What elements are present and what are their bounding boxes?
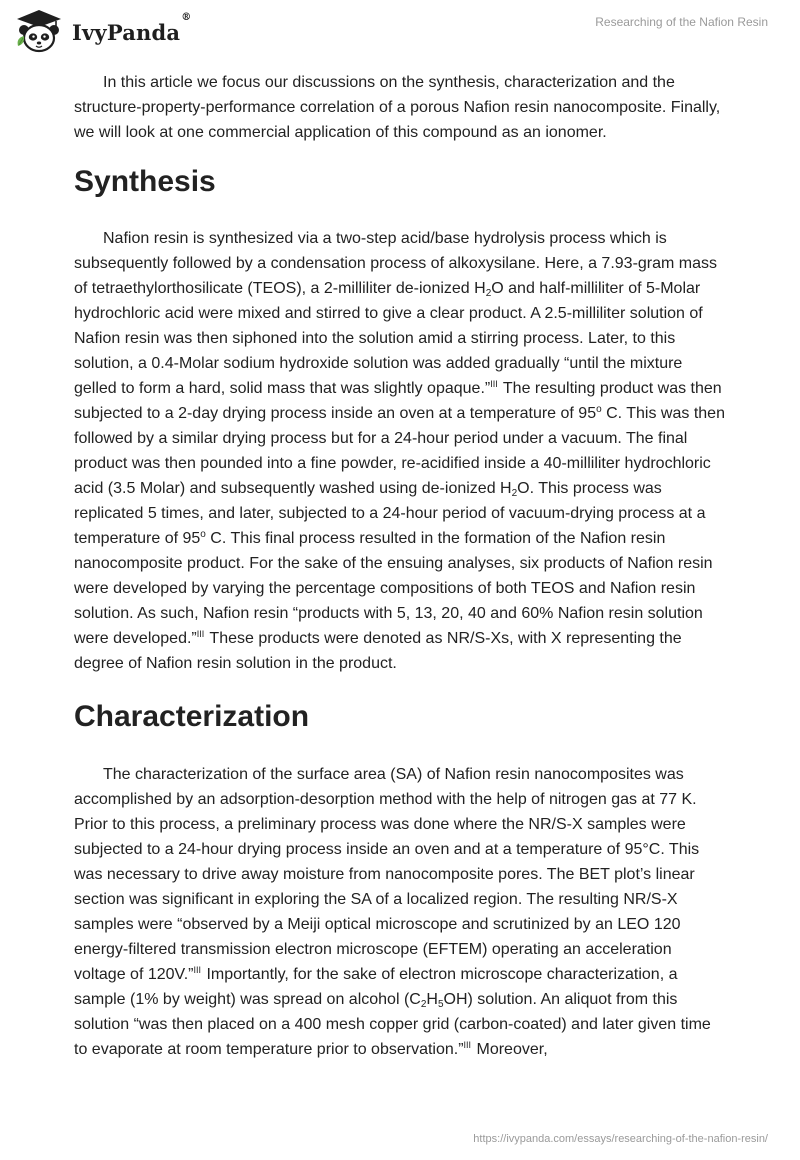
reference-marker[interactable]: III [196,629,205,639]
source-url[interactable]: https://ivypanda.com/essays/researching-of-the-nafion-resin/ [473,1133,768,1145]
ivypanda-logo[interactable] [14,8,191,54]
characterization-heading: Characterization [74,700,310,733]
page-header [0,0,800,60]
reference-marker[interactable]: III [193,965,202,975]
synthesis-heading: Synthesis [74,165,216,198]
panda-graduate-icon [14,8,64,54]
article-body [74,70,726,1062]
intro-paragraph: In this article we focus our discussions on the synthesis, characterization and the structure-property-performance correlation of a porous Nafion resin nanocomposite. Finally, we will look at one commercial application of this compound as an ionomer. [74,74,721,141]
reference-marker[interactable]: III [463,1040,472,1050]
synthesis-paragraph: Nafion resin is synthesized via a two-step acid/base hydrolysis process which is subsequently followed by a condensation process of alkoxysilane. Here, a 7.93-gram mass of tetraethylorthosilicate (TEOS), a 2-milliliter de-ionized $H_2O$ and half-milliliter of 5-Molar hydrochloric acid were mixed and stirred to give a clear product. A 2.5-milliliter solution of Nafion resin was then siphoned into the solution amid a stirring process. Later, to this solution, a 0.4-Molar sodium hydroxide solution was added gradually “until the mixture gelled to form a hard, solid mass that was slightly opaque.”$^{III}$ The resulting product was then subjected to a 2-day drying process inside an oven at a temperature of 95$^o$ C. This was then followed by a similar drying process but for a 24-hour period under a vacuum. The final product was then pounded into a fine powder, re-acidified inside a 40-milliliter hydrochloric acid (3.5 Molar) and subsequently washed using de-ionized $H_2O$. This process was replicated 5 times, and later, subjected to a 24-hour period of vacuum-drying process at a temperature of 95$^o$ C. This final process resulted in the formation of the Nafion resin nanocomposite product. For the sake of the ensuing analyses, six products of Nafion resin were developed by varying the percentage compositions of both TEOS and Nafion resin solution. As such, Nafion resin “products with 5, 13, 20, 40 and 60% Nafion resin solution were developed.”$^{III}$ These products were denoted as NR/S-Xs, with X representing the degree of Nafion resin solution in the product. [74,230,725,672]
characterization-paragraph: The characterization of the surface area (SA) of Nafion resin nanocomposites was accomplished by an adsorption-desorption method with the help of nitrogen gas at 77 K. Prior to this process, a preliminary process was done where the NR/S-X samples were subjected to a 24-hour drying process inside an oven and at a temperature of 95°C. This was necessary to drive away moisture from nanocomposite pores. The BET plot’s linear section was significant in exploring the SA of a localized region. The resulting NR/S-X samples were “observed by a Meiji optical microscope and scrutinized by an LEO 120 energy-filtered transmission electron microscope (EFTEM) operating an acceleration voltage of 120V.”$^{III}$ Importantly, for the sake of electron microscope characterization, a sample (1% by weight) was spread on alcohol $(C_2H_5OH)$ solution. An aliquot from this solution “was then placed on a 400 mesh copper grid (carbon-coated) and later given time to evaporate at room temperature prior to observation.”$^{III}$ Moreover, [74,766,711,1058]
document-title: Researching of the Nafion Resin [595,15,768,29]
logo-text: IvyPanda® [72,11,192,45]
reference-marker[interactable]: III [490,379,498,389]
